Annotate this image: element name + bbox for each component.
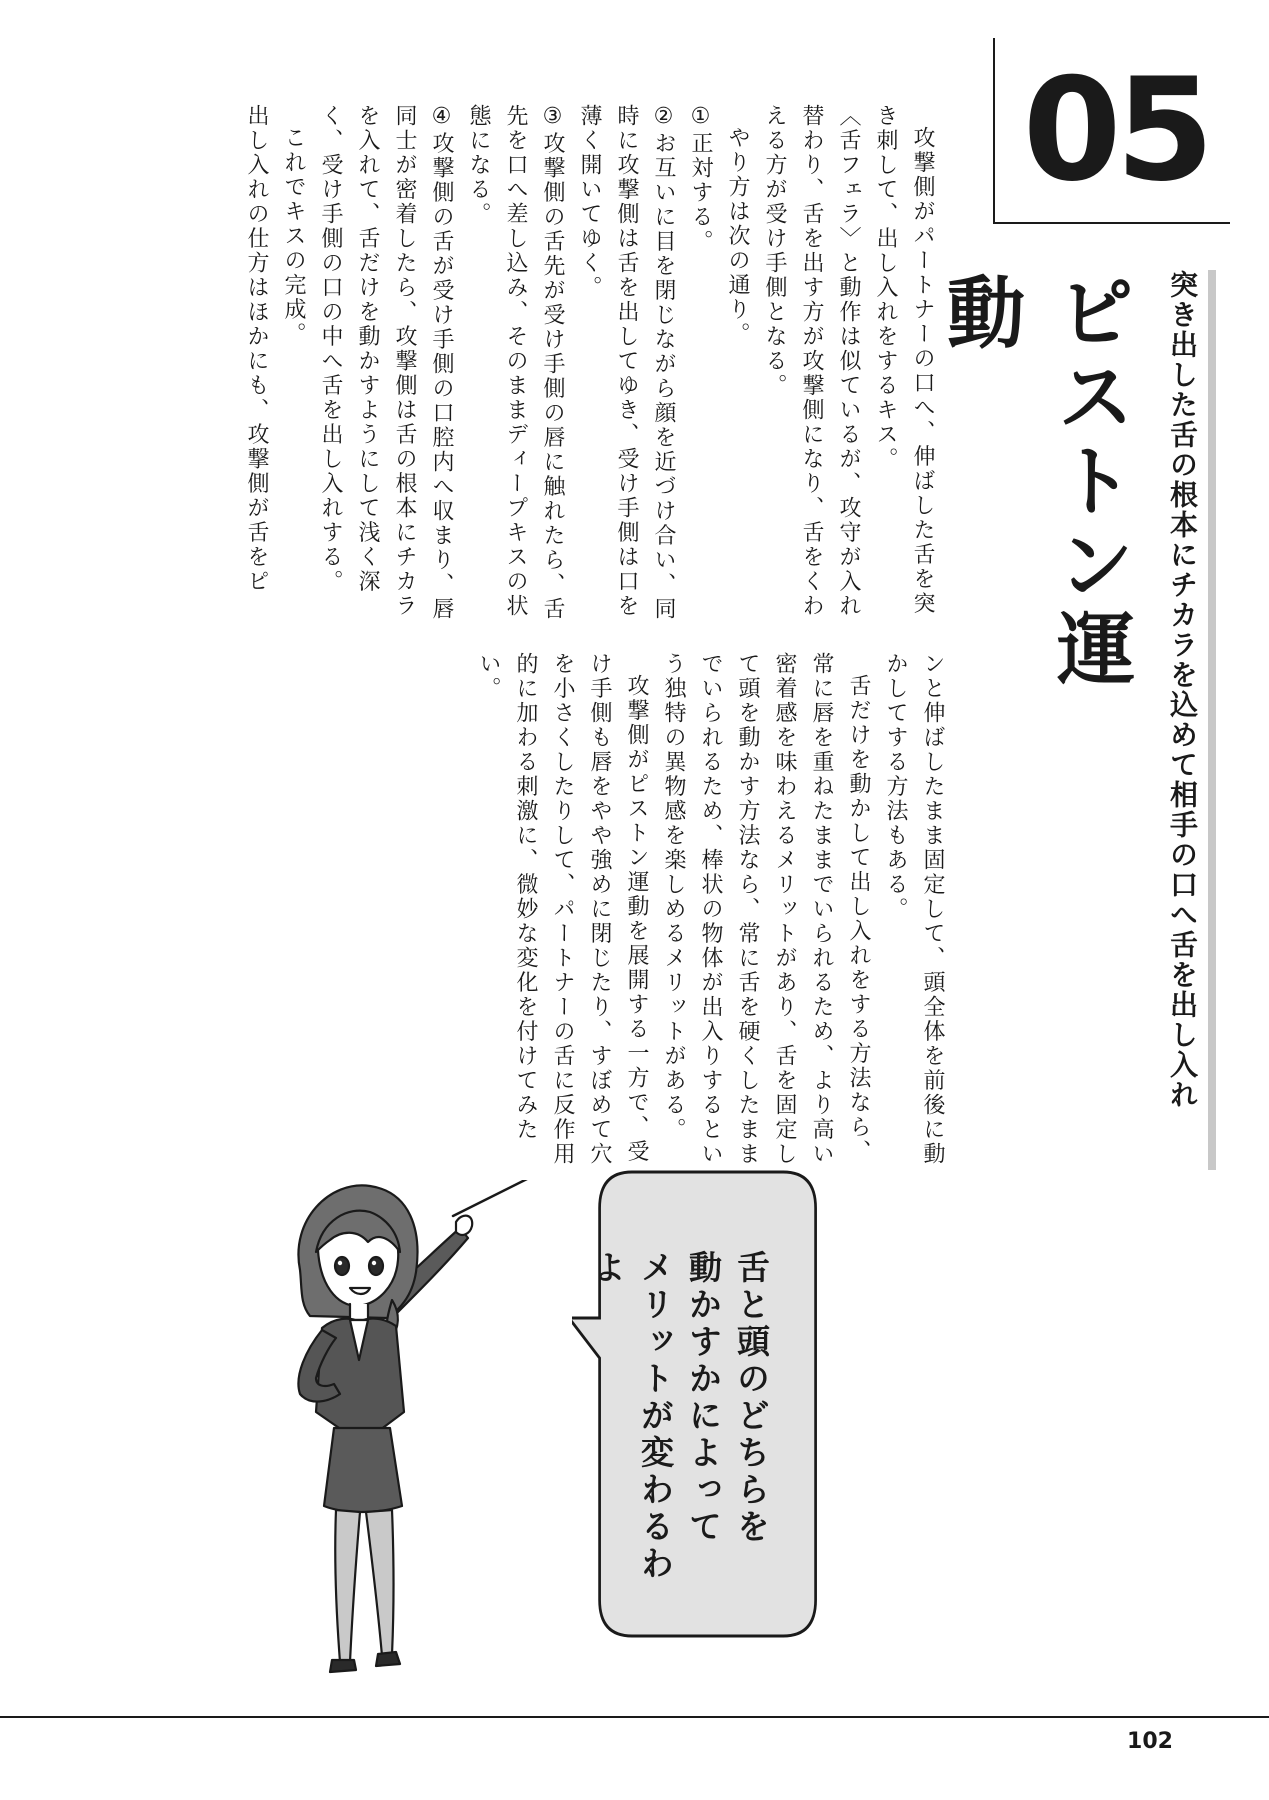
subtitle-accent-bar <box>1208 270 1216 1170</box>
speech-bubble-text <box>588 1250 775 1590</box>
footer-rule <box>0 1716 1269 1718</box>
body-paragraph: やり方は次の通り。 <box>725 126 750 347</box>
body-paragraph: これでキスの完成。 <box>281 126 306 347</box>
step-item: ④攻撃側の舌が受け手側の口腔内へ収まり、唇同士が密着したら、攻撃側は舌の根本にチカラを入れて、舌だけを動かすようにして浅く深く、受け手側の口の中へ舌を出し入れする。 <box>318 104 454 622</box>
body-paragraph: ンと伸ばしたまま固定して、頭全体を前後に動かしてする方法もある。 <box>883 652 945 1167</box>
bubble-line: 動かすかによって <box>684 1250 723 1546</box>
step-item: ①正対する。 <box>688 104 713 254</box>
body-upper-block <box>141 104 941 624</box>
body-lower-block <box>431 652 951 1172</box>
body-paragraph: 〈舌フェラ〉と動作は似ているが、攻守が入れ替わり、舌を出す方が攻撃側になり、舌をくわえる方が受け手側となる。 <box>762 104 861 619</box>
chapter-subtitle: 突き出した舌の根本にチカラを込めて相手の口へ舌を出し入れ <box>1166 270 1199 1110</box>
body-paragraph: 攻撃側がパートナーの口へ、伸ばした舌を突き刺して、出し入れをするキス。 <box>873 104 935 616</box>
teacher-illustration <box>270 1180 600 1680</box>
chapter-title: ピストン運動 <box>934 272 1134 692</box>
body-paragraph: 攻撃側がピストン運動を展開する一方で、受け手側も唇をやや強めに閉じたり、すぼめて穴を小さくしたりして、パートナーの舌に反作用的に加わる刺激に、微妙な変化を付けてみたい。 <box>476 652 649 1167</box>
chapter-number: 05 <box>1022 48 1209 213</box>
step-item: ③攻撃側の舌先が受け手側の唇に触れたら、舌先を口へ差し込み、そのままディープキスの状態になる。 <box>466 104 565 622</box>
bubble-line: 舌と頭のどちらを <box>732 1250 771 1546</box>
page-number: 102 <box>1127 1729 1173 1754</box>
step-item: ②お互いに目を閉じながら顔を近づけ合い、同時に攻撃側は舌を出してゆき、受け手側は口を薄く開いてゆく。 <box>577 104 676 622</box>
bubble-line: メリットが変わるわよ <box>588 1250 675 1583</box>
body-paragraph: 舌だけを動かして出し入れをする方法なら、常に唇を重ねたままでいられるため、より高い密着感を味わえるメリットがあり、舌を固定して頭を動かす方法なら、常に舌を硬くしたままでいられるため、棒状の物体が出入りするという独特の異物感を楽しめるメリットがある。 <box>661 652 871 1167</box>
body-paragraph: 出し入れの仕方はほかにも、攻撃側が舌をピ <box>244 104 269 594</box>
